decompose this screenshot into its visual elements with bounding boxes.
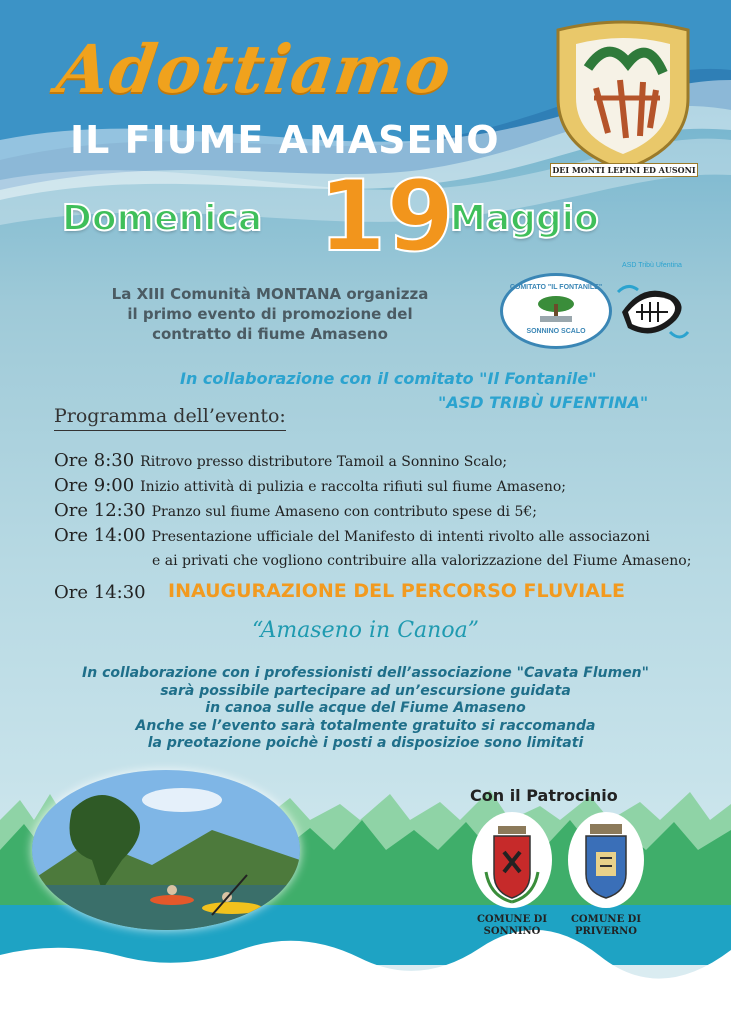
info-line: sarà possibile partecipare ad un’escursione guidata	[160, 682, 571, 699]
month-word: Maggio	[450, 198, 599, 239]
program-item-continuation	[152, 553, 691, 569]
organizer-text	[60, 284, 480, 344]
program-text: e ai privati che vogliono contribuire alla valorizzazione del Fiume Amaseno;	[152, 553, 692, 569]
info-block	[30, 665, 701, 753]
program-time: Ore 9:00	[54, 475, 135, 496]
fontanile-logo-top-text: COMITATO "IL FONTANILE"	[509, 284, 603, 291]
coat-of-arms-icon	[568, 812, 644, 908]
title-river-name: IL FIUME AMASENO	[70, 118, 500, 162]
tree-icon	[536, 294, 576, 326]
kayak-river-image	[32, 770, 300, 930]
coat-of-arms-icon	[472, 812, 552, 908]
comune-sonnino-label	[472, 914, 552, 938]
collaboration-line: In collaborazione con il comitato "Il Fontanile"	[180, 369, 597, 388]
fontanile-logo-bottom-text: SONNINO SCALO	[526, 328, 586, 335]
program-time: Ore 12:30	[54, 500, 146, 521]
collaboration-line: "ASD TRIBÙ UFENTINA"	[438, 393, 649, 412]
tribu-ufentina-logo	[612, 262, 692, 352]
shield-icon	[548, 18, 698, 178]
inauguration-headline: INAUGURAZIONE DEL PERCORSO FLUVIALE	[168, 580, 625, 602]
fontanile-logo	[500, 273, 612, 349]
patronage-heading: Con il Patrocinio	[470, 786, 618, 805]
comunita-ribbon: DEI MONTI LEPINI ED AUSONI	[550, 163, 698, 177]
canoe-subtitle: “Amaseno in Canoa”	[252, 618, 479, 643]
program-item	[54, 500, 537, 521]
comune-priverno-label	[566, 914, 646, 938]
comunita-montana-logo	[548, 18, 698, 178]
program-text: Inizio attività di pulizia e raccolta rifiuti sul fiume Amaseno;	[140, 479, 566, 495]
day-number: 19	[318, 160, 455, 274]
organizer-line: La XIII Comunità MONTANA organizza	[111, 285, 429, 303]
title-adottiamo: Adottiamo	[52, 30, 457, 108]
organizer-line: contratto di fiume Amaseno	[152, 325, 388, 343]
priverno-crest	[568, 812, 644, 908]
fish-icon	[614, 272, 690, 350]
program-time: Ore 14:30	[54, 582, 146, 603]
comune-label-line: COMUNE DI	[570, 914, 642, 925]
program-item	[54, 450, 507, 471]
comune-label-line: COMUNE DI	[476, 914, 548, 925]
program-heading: Programma dell’evento:	[54, 405, 286, 431]
program-time: Ore 14:00	[54, 525, 146, 546]
kayak-photo	[32, 770, 300, 930]
program-item	[54, 475, 566, 496]
info-line: In collaborazione con i professionisti dell’associazione "Cavata Flumen"	[82, 665, 649, 681]
program-text: Presentazione ufficiale del Manifesto di intenti rivolto alle associazoni	[151, 529, 650, 545]
comune-label-line: PRIVERNO	[574, 926, 638, 937]
info-line: in canoa sulle acque del Fiume Amaseno	[205, 700, 526, 716]
program-text: Pranzo sul fiume Amaseno con contributo spese di 5€;	[151, 504, 538, 520]
day-word: Domenica	[62, 198, 263, 239]
organizer-line: il primo evento di promozione del	[127, 305, 413, 323]
program-text: Ritrovo presso distributore Tamoil a Sonnino Scalo;	[140, 454, 508, 470]
info-line: Anche se l’evento sarà totalmente gratuito si raccomanda	[135, 717, 596, 734]
info-line: la preotazione poichè i posti a disposizioe sono limitati	[147, 735, 584, 751]
program-item	[54, 525, 650, 546]
comune-label-line: SONNINO	[483, 926, 541, 937]
sonnino-crest	[472, 812, 552, 908]
program-item-time	[54, 582, 152, 603]
tribu-logo-text: ASD Tribù Ufentina	[622, 262, 682, 269]
program-time: Ore 8:30	[54, 450, 135, 471]
